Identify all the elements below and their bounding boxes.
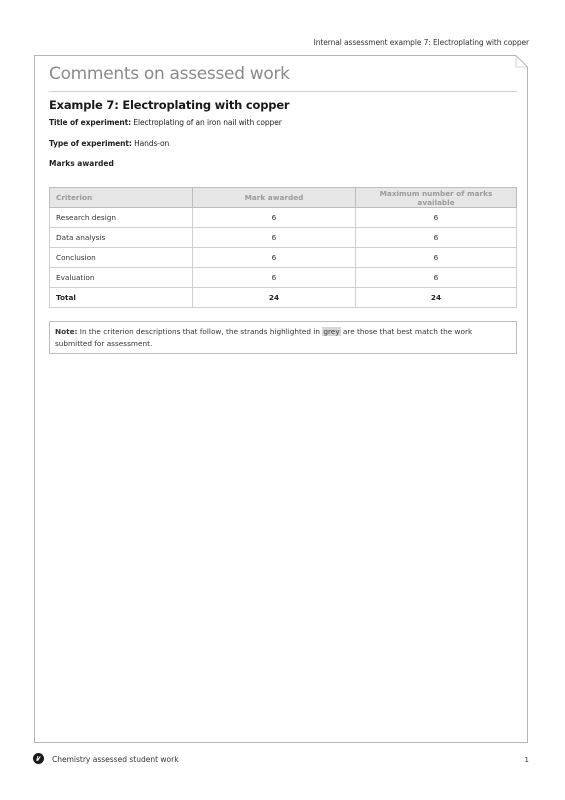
total-mark-awarded-cell: 24: [193, 288, 356, 308]
example-title: Example 7: Electroplating with copper: [49, 98, 290, 112]
frame-top-edge: [34, 55, 516, 56]
page-corner-fold-icon: [515, 55, 528, 68]
criterion-cell: Evaluation: [50, 268, 193, 288]
total-label-cell: Total: [50, 288, 193, 308]
running-header: Internal assessment example 7: Electroplating with copper: [313, 38, 529, 47]
section-title: Comments on assessed work: [49, 64, 290, 84]
mark-awarded-cell: 6: [193, 268, 356, 288]
frame-right-edge: [527, 67, 528, 743]
max-marks-cell: 6: [356, 228, 517, 248]
column-header-max-marks: Maximum number of marks available: [356, 188, 517, 208]
max-marks-cell: 6: [356, 208, 517, 228]
mark-awarded-cell: 6: [193, 248, 356, 268]
ib-logo-icon: [33, 753, 44, 764]
criterion-cell: Research design: [50, 208, 193, 228]
mark-awarded-cell: 6: [193, 228, 356, 248]
note-label: Note:: [55, 327, 78, 336]
experiment-type-label: Type of experiment:: [49, 139, 132, 148]
experiment-title-value: Electroplating of an iron nail with copper: [133, 118, 282, 127]
table-row: [50, 268, 517, 288]
table-header-row: [50, 188, 517, 208]
page-number: 1: [524, 756, 529, 764]
experiment-title-line: [49, 118, 282, 127]
title-divider: [49, 91, 517, 92]
marks-table: [49, 187, 517, 308]
note-text-after: are those that best match the work submitted for assessment.: [55, 327, 473, 348]
table-total-row: [50, 288, 517, 308]
max-marks-cell: 6: [356, 248, 517, 268]
marks-awarded-heading: Marks awarded: [49, 159, 114, 168]
experiment-type-line: [49, 139, 169, 148]
experiment-title-label: Title of experiment:: [49, 118, 132, 127]
criterion-cell: Conclusion: [50, 248, 193, 268]
table-row: [50, 228, 517, 248]
note-highlight: grey: [323, 327, 340, 336]
footer-text: Chemistry assessed student work: [52, 755, 179, 764]
criterion-cell: Data analysis: [50, 228, 193, 248]
total-max-marks-cell: 24: [356, 288, 517, 308]
experiment-type-value: Hands-on: [134, 139, 170, 148]
mark-awarded-cell: 6: [193, 208, 356, 228]
note-text-before: In the criterion descriptions that follow, the strands highlighted in: [77, 327, 323, 336]
max-marks-cell: 6: [356, 268, 517, 288]
column-header-criterion: Criterion: [50, 188, 193, 208]
column-header-mark-awarded: Mark awarded: [193, 188, 356, 208]
table-row: [50, 248, 517, 268]
table-row: [50, 208, 517, 228]
note-box: [49, 321, 517, 354]
